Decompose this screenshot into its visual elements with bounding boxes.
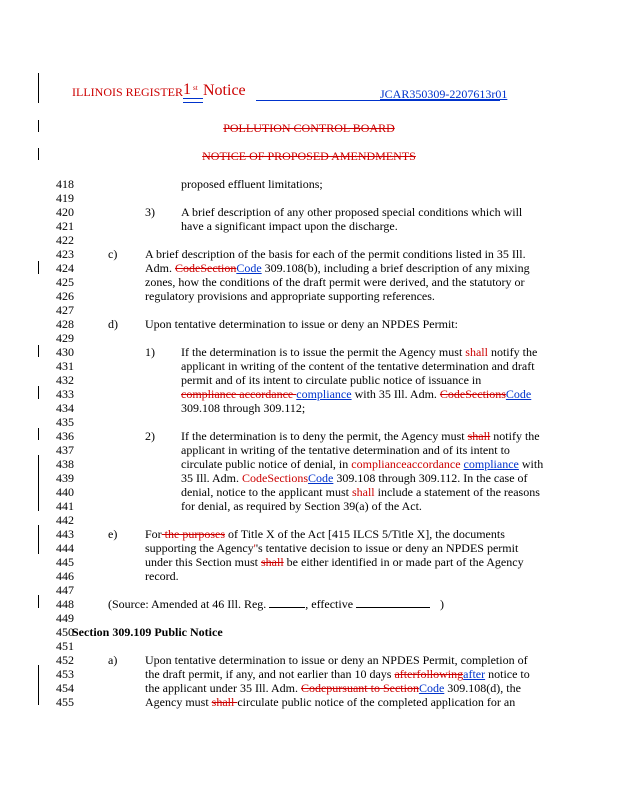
text-line: A brief description of the basis for each of the permit conditions listed in 35 Ill. <box>145 247 526 261</box>
text-line: denial, notice to the applicant must shall include a statement of the reasons <box>181 485 540 499</box>
deleted-text: complianceaccordance <box>351 457 461 471</box>
deleted-text: CodeSections <box>242 471 309 485</box>
line-number: 432 <box>56 373 74 387</box>
line-number: 449 <box>56 611 74 625</box>
text-line: applicant in writing of the tentative determination and of its intent to <box>181 443 510 457</box>
deleted-text: afterfollowing <box>394 667 464 681</box>
text-line: zones, how the conditions of the draft permit were derived, and the statutory or <box>145 275 525 289</box>
header-issue-number: 1 <box>183 81 191 98</box>
change-bar <box>38 428 39 440</box>
inserted-text: Code <box>236 261 262 275</box>
item-marker: c) <box>108 247 118 261</box>
board-name: POLLUTION CONTROL BOARD <box>223 121 395 135</box>
text-line: compliance accordance compliance with 35 Ill. Adm. CodeSectionsCode <box>181 387 532 401</box>
inserted-text: after <box>463 667 486 681</box>
text-line: Agency must shall circulate public notice of the completed application for an <box>145 695 516 709</box>
change-bar <box>38 455 39 511</box>
line-number: 435 <box>56 415 74 429</box>
change-bar <box>38 73 39 103</box>
deleted-text: compliance accordance <box>181 387 297 401</box>
line-number: 418 <box>56 177 74 191</box>
line-number: 433 <box>56 387 74 401</box>
deleted-text: shall <box>465 345 488 359</box>
change-bar <box>38 525 39 554</box>
line-number: 425 <box>56 275 74 289</box>
text-line: under this Section must shall be either identified in or made part of the Agency <box>145 555 524 569</box>
change-bar <box>38 595 39 608</box>
register-title: ILLINOIS REGISTER <box>72 85 183 99</box>
line-number: 420 <box>56 205 74 219</box>
change-bar <box>38 665 39 705</box>
item-marker: 1) <box>145 345 155 359</box>
deleted-text: CodeSections <box>439 387 506 401</box>
line-number: 428 <box>56 317 74 331</box>
item-marker: a) <box>108 653 118 667</box>
line-number: 452 <box>56 653 74 667</box>
text-line: Adm. CodeSectionCode 309.108(b), including a brief description of any mixing <box>145 261 530 275</box>
line-number: 439 <box>56 471 74 485</box>
text-line: the draft permit, if any, and not earlier than 10 days afterfollowingafter notice to <box>145 667 530 681</box>
deleted-text: CodeSection <box>175 261 237 275</box>
header-notice: Notice <box>203 82 246 99</box>
deleted-text: shall <box>261 555 284 569</box>
inserted-text: compliance <box>463 457 519 471</box>
deleted-text: ' <box>253 541 256 555</box>
inserted-text: compliance <box>296 387 352 401</box>
line-number: 437 <box>56 443 74 457</box>
text-line: If the determination is to deny the permit, the Agency must shall notify the <box>181 429 540 443</box>
inserted-text: Code <box>505 387 532 401</box>
text-line: Upon tentative determination to issue or deny an NPDES Permit, completion of <box>145 653 528 667</box>
item-marker: d) <box>108 317 118 331</box>
jcar-reference: JCAR350309-2207613r01 <box>380 87 508 101</box>
line-number: 431 <box>56 359 74 373</box>
text-line: for denial, as required by Section 39(a) of the Act. <box>181 499 422 513</box>
source-note: (Source: Amended at 46 Ill. Reg. , effective ) <box>108 597 445 611</box>
line-number: 438 <box>56 457 74 471</box>
deleted-text: Codepursuant to Section <box>300 681 419 695</box>
text-line: circulate public notice of denial, in complianceaccordance compliance with <box>181 457 544 471</box>
line-number: 448 <box>56 597 74 611</box>
notice-title: NOTICE OF PROPOSED AMENDMENTS <box>202 149 416 163</box>
line-number: 422 <box>56 233 74 247</box>
item-marker: 3) <box>145 205 155 219</box>
line-number: 450 <box>56 625 74 639</box>
header-issue-suffix: st <box>193 84 198 92</box>
line-number: 441 <box>56 499 74 513</box>
text-line: regulatory provisions and appropriate supporting references. <box>145 289 435 303</box>
text-line: Upon tentative determination to issue or deny an NPDES Permit: <box>145 317 458 331</box>
text-line: have a significant impact upon the discharge. <box>181 219 398 233</box>
line-number: 429 <box>56 331 74 345</box>
item-marker: 2) <box>145 429 155 443</box>
line-number: 446 <box>56 569 74 583</box>
line-number: 424 <box>56 261 74 275</box>
line-number: 427 <box>56 303 74 317</box>
line-number: 454 <box>56 681 74 695</box>
text-line: A brief description of any other proposed special conditions which will <box>181 205 523 219</box>
text-line: 309.108 through 309.112; <box>181 401 306 415</box>
text-line: If the determination is to issue the permit the Agency must shall notify the <box>181 345 538 359</box>
line-number: 426 <box>56 289 74 303</box>
change-bar <box>38 261 39 274</box>
inserted-text: Code <box>308 471 334 485</box>
line-number: 453 <box>56 667 74 681</box>
line-number: 442 <box>56 513 74 527</box>
line-number: 434 <box>56 401 74 415</box>
deleted-text: shall <box>467 429 491 443</box>
line-number: 455 <box>56 695 74 709</box>
text-line: record. <box>145 569 179 583</box>
item-marker: e) <box>108 527 118 541</box>
deleted-text: shall <box>211 695 238 709</box>
section-heading: Section 309.109 Public Notice <box>72 625 223 639</box>
text-line: proposed effluent limitations; <box>181 177 323 191</box>
text-line: 35 Ill. Adm. CodeSectionsCode 309.108 through 309.112. In the case of <box>181 471 528 485</box>
line-number: 451 <box>56 639 74 653</box>
line-number: 440 <box>56 485 74 499</box>
line-number: 443 <box>56 527 74 541</box>
line-number: 423 <box>56 247 74 261</box>
line-number: 436 <box>56 429 74 443</box>
deleted-text: the purposes <box>161 527 225 541</box>
text-line: applicant in writing of the content of the tentative determination and draft <box>181 359 535 373</box>
header-underline <box>183 102 203 103</box>
line-number: 421 <box>56 219 74 233</box>
header-underline <box>183 98 203 99</box>
inserted-text: Code <box>418 681 445 695</box>
line-number: 445 <box>56 555 74 569</box>
change-bar <box>38 386 39 399</box>
line-number: 419 <box>56 191 74 205</box>
line-number: 447 <box>56 583 74 597</box>
text-line: supporting the Agency''s tentative decision to issue or deny an NPDES permit <box>145 541 519 555</box>
text-line: permit and of its intent to circulate public notice of issuance in <box>181 373 482 387</box>
deleted-text: shall <box>351 485 375 499</box>
text-line: For the purposes of Title X of the Act [415 ILCS 5/Title X], the documents <box>145 527 505 541</box>
line-number: 444 <box>56 541 74 555</box>
text-line: the applicant under 35 Ill. Adm. Codepursuant to SectionCode 309.108(d), the <box>145 681 521 695</box>
change-bar <box>38 345 39 357</box>
line-number: 430 <box>56 345 74 359</box>
